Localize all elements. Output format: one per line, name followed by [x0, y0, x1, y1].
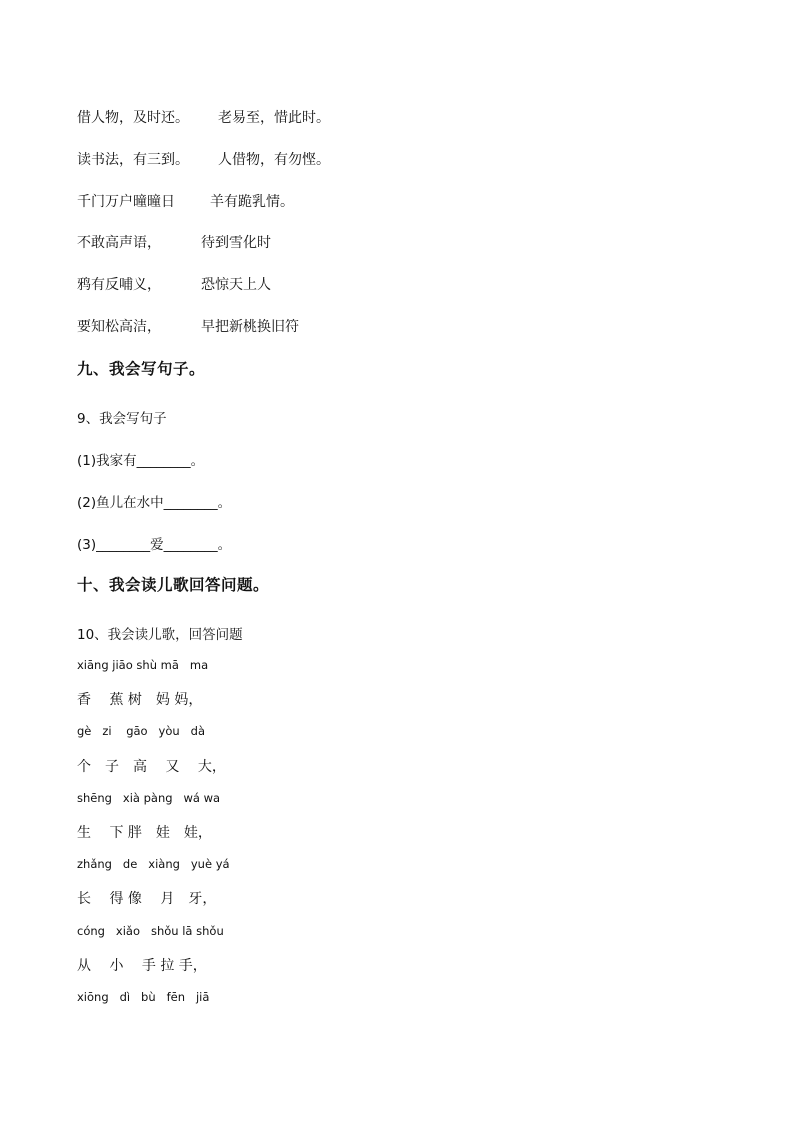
pinyin-line-2: gè zi gāo yòu dà [77, 724, 205, 738]
hanzi-line-3: 生 下 胖 娃 娃， [77, 825, 212, 841]
section-9-heading: 九、我会写句子。 [77, 360, 206, 378]
section-10-heading: 十、我会读儿歌回答问题。 [77, 576, 270, 594]
pinyin-line-3: shēng xià pàng wá wa [77, 791, 221, 805]
pair-left-3: 千门万户曈曈日 [77, 194, 175, 210]
section-9-question: 9、我会写句子 [77, 411, 167, 427]
pair-right-1: 老易至，惜此时。 [218, 110, 330, 126]
sentence-item-2: (2)鱼儿在水中________。 [77, 495, 232, 511]
pair-right-4: 待到雪化时 [201, 235, 271, 251]
sentence-item-3: (3)________爱________。 [77, 537, 232, 553]
sentence-item-1: (1)我家有________。 [77, 453, 205, 469]
pinyin-line-1: xiāng jiāo shù mā ma [77, 658, 209, 672]
pair-left-6: 要知松高洁， [77, 319, 161, 335]
pair-right-6: 早把新桃换旧符 [201, 319, 299, 335]
pinyin-line-5: cóng xiǎo shǒu lā shǒu [77, 924, 224, 938]
pair-right-3: 羊有跪乳情。 [210, 194, 294, 210]
hanzi-line-4: 长 得 像 月 牙， [77, 891, 217, 907]
pinyin-line-6: xiōng dì bù fēn jiā [77, 990, 210, 1004]
pair-right-2: 人借物，有勿悭。 [218, 152, 330, 168]
pair-left-5: 鸦有反哺义， [77, 277, 161, 293]
pair-left-4: 不敢高声语， [77, 235, 161, 251]
hanzi-line-1: 香 蕉 树 妈 妈， [77, 692, 203, 708]
section-10-question: 10、我会读儿歌，回答问题 [77, 627, 243, 643]
hanzi-line-5: 从 小 手 拉 手， [77, 958, 207, 974]
pair-right-5: 恐惊天上人 [201, 277, 271, 293]
hanzi-line-2: 个 子 高 又 大， [77, 759, 226, 775]
pinyin-line-4: zhǎng de xiàng yuè yá [77, 857, 230, 871]
pair-left-2: 读书法，有三到。 [77, 152, 189, 168]
pair-left-1: 借人物，及时还。 [77, 110, 189, 126]
